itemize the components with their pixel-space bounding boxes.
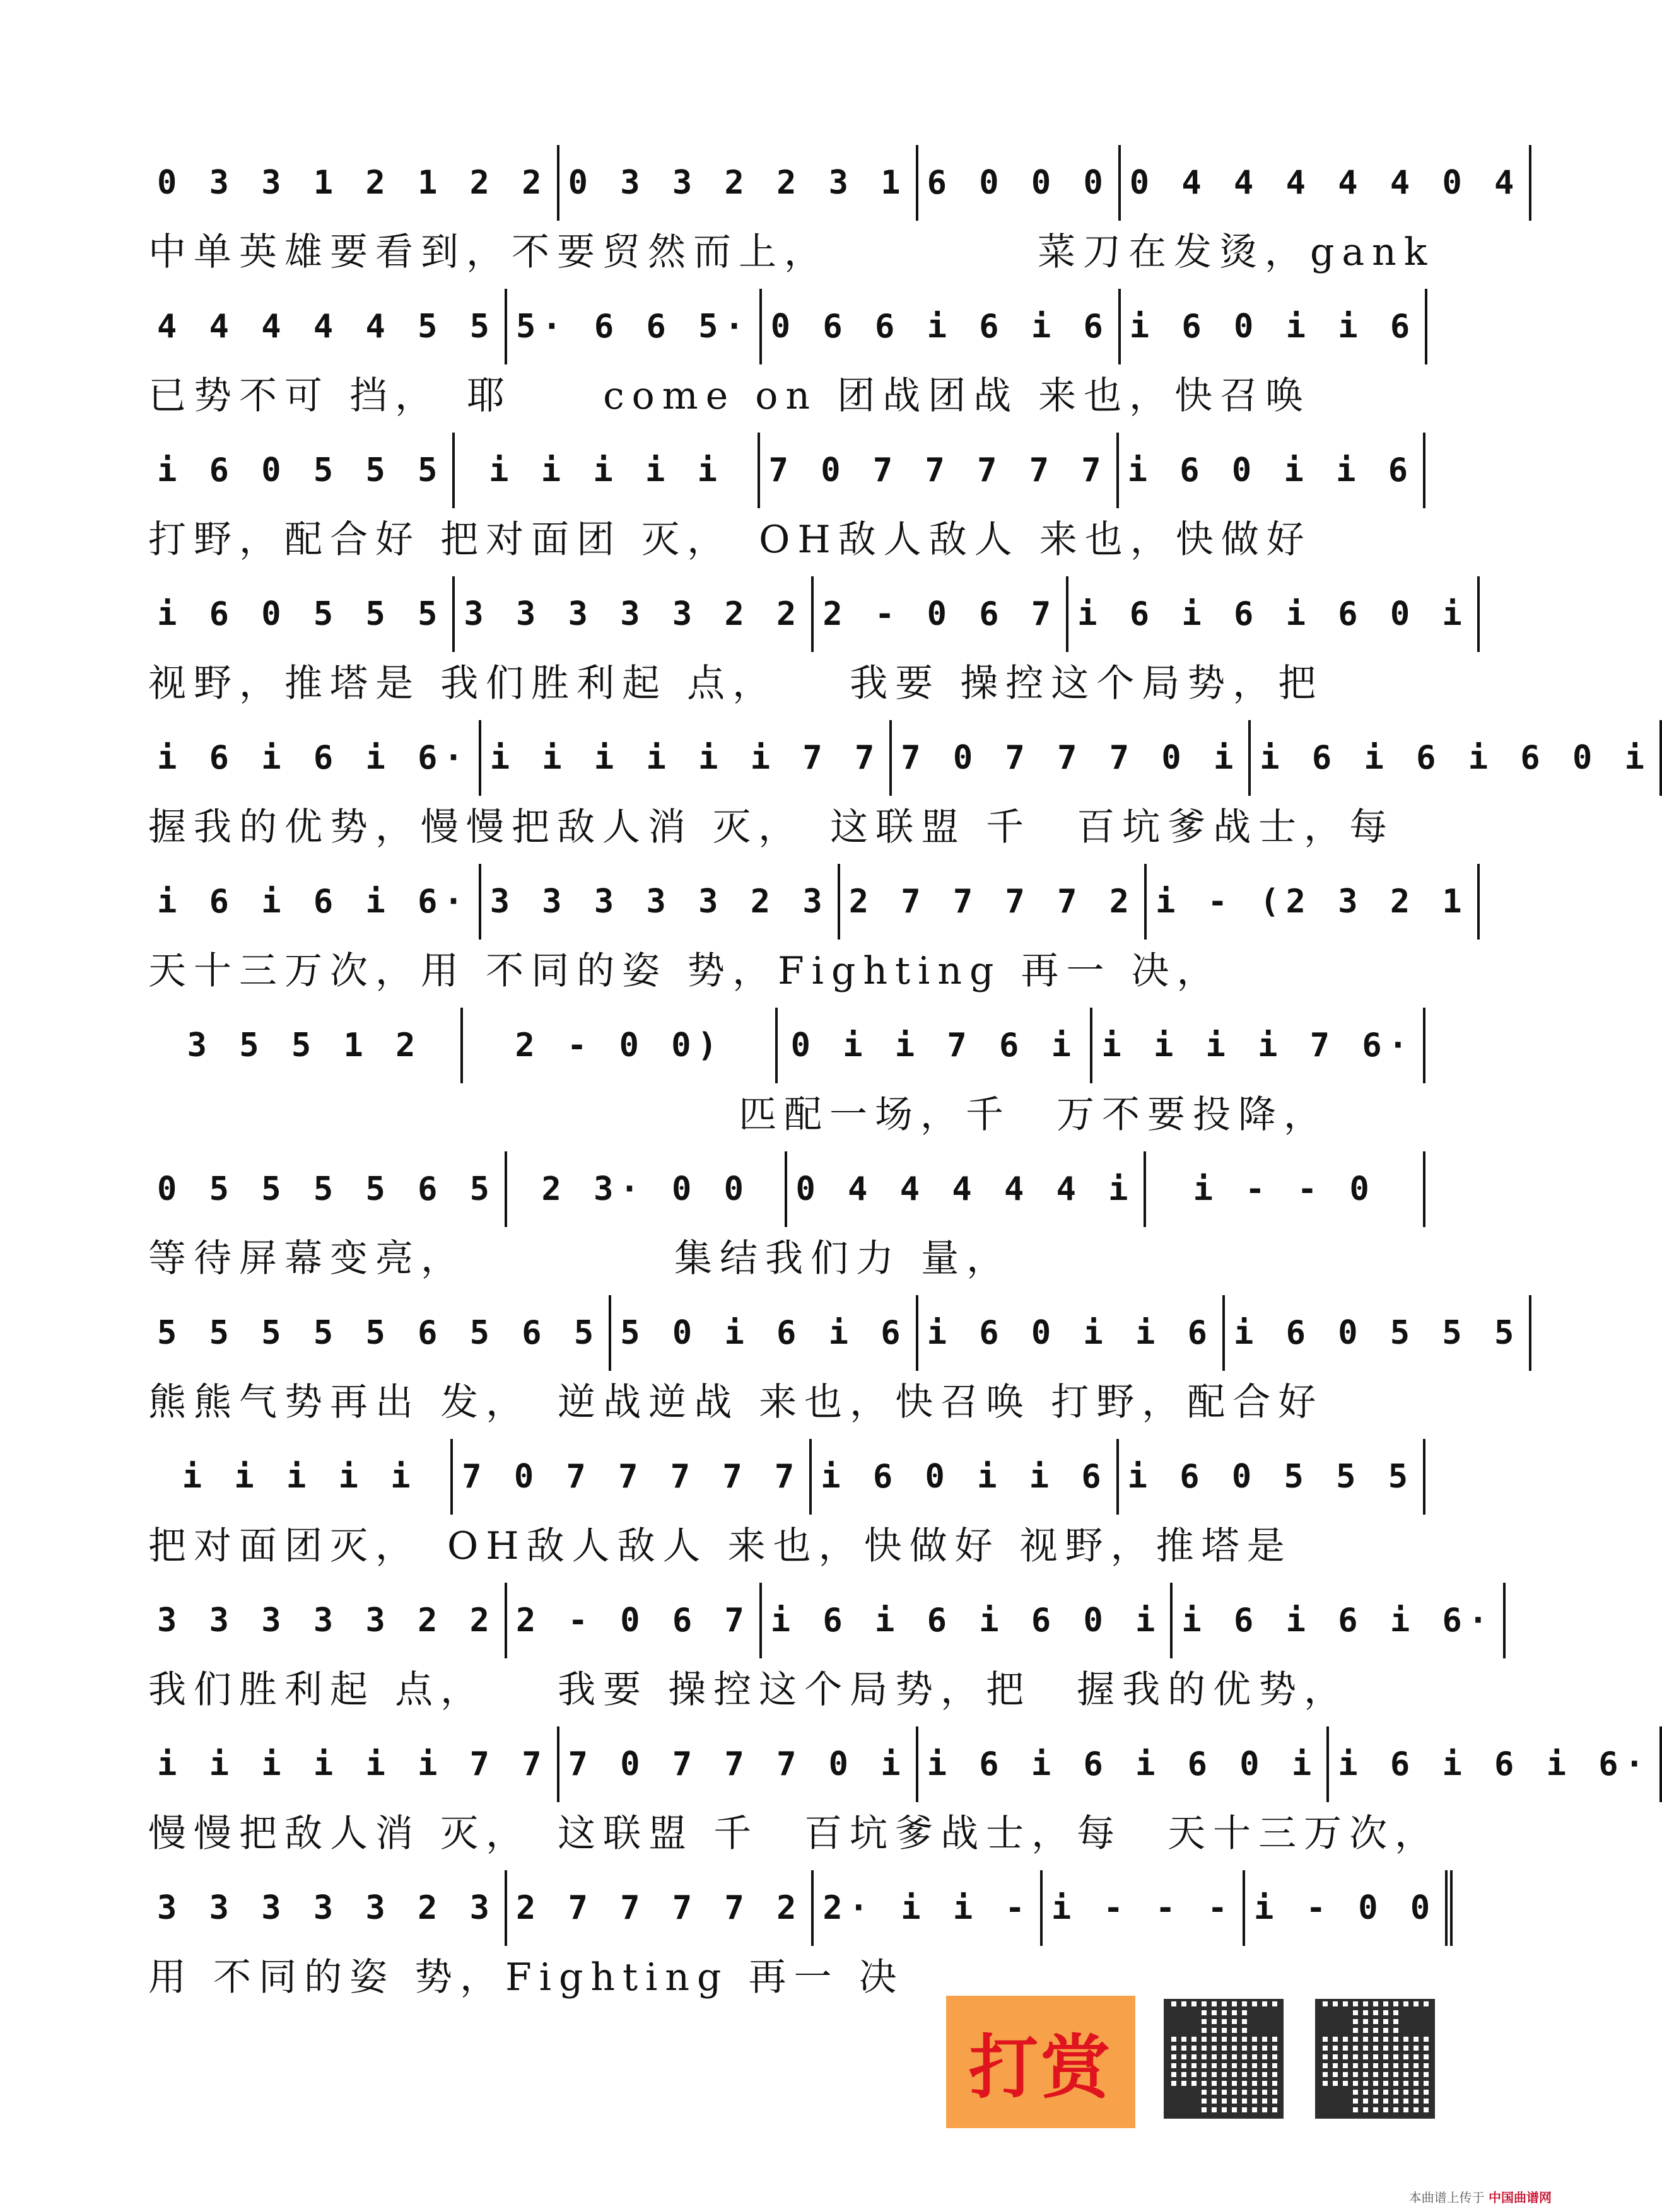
measure: i - 0 0 [1245, 1870, 1453, 1946]
notes-row [148, 1151, 1425, 1227]
measure: 5 5 5 5 5 6 5 6 5 [148, 1295, 611, 1371]
notes-row [148, 1583, 1495, 1658]
notes-row [148, 1295, 1521, 1371]
notes-row [148, 433, 1425, 508]
measure: i i i i i [455, 433, 759, 508]
notes-row [148, 864, 1468, 940]
measure: 3 3 3 3 3 2 2 [148, 1583, 507, 1658]
measure: 2 - 0 6 7 [507, 1583, 762, 1658]
measure: 0 3 3 1 2 1 2 2 [148, 145, 559, 221]
score-system [148, 576, 1468, 709]
score-system [148, 864, 1468, 996]
measure: i - (2 3 2 1 [1147, 864, 1480, 940]
measure: i 6 i 6 i 6 0 i [1251, 720, 1662, 796]
measure: i 6 0 5 5 5 [148, 433, 455, 508]
notes-row [148, 576, 1468, 652]
score-system [148, 1295, 1521, 1428]
measure: 0 5 5 5 5 6 5 [148, 1151, 507, 1227]
measure: 3 3 3 3 3 2 3 [148, 1870, 507, 1946]
lyrics-line: 我们胜利起 点， 我要 操控这个局势，把 握我的优势， [148, 1668, 1350, 1712]
notes-row [148, 1008, 1425, 1083]
measure: 0 3 3 2 2 3 1 [559, 145, 918, 221]
measure: i 6 0 i i 6 [1121, 289, 1427, 364]
lyrics-line: 用 不同的姿 势，Fighting 再一 决 [148, 1955, 904, 2000]
notes-row [148, 720, 1651, 796]
measure: 2 7 7 7 7 2 [840, 864, 1147, 940]
lyrics-line: 打野，配合好 把对面团 灭， OH敌人敌人 来也，快做好 [148, 518, 1312, 562]
lyrics-line: 慢慢把敌人消 灭， 这联盟 千 百坑爹战士，每 天十三万次， [148, 1812, 1441, 1856]
measure: i i i i i [148, 1439, 453, 1515]
measure: 7 0 7 7 7 7 7 [760, 433, 1119, 508]
upload-note-text: 本曲谱上传于 [1408, 2190, 1485, 2205]
measure: i 6 0 i i 6 [918, 1295, 1225, 1371]
measure: i 6 0 i i 6 [1119, 433, 1425, 508]
measure: i 6 i 6 i 6 0 i [1068, 576, 1480, 652]
measure: i 6 0 5 5 5 [1119, 1439, 1425, 1515]
measure: 2 7 7 7 7 2 [507, 1870, 814, 1946]
measure: i 6 0 5 5 5 [148, 576, 455, 652]
score-system [148, 289, 1425, 421]
measure: 4 4 4 4 4 5 5 [148, 289, 507, 364]
score-system [148, 1151, 1425, 1284]
measure: i 6 0 i i 6 [812, 1439, 1118, 1515]
measure: i 6 0 5 5 5 [1225, 1295, 1531, 1371]
lyrics-line: 天十三万次，用 不同的姿 势，Fighting 再一 决， [148, 949, 1222, 993]
measure: i - - - [1043, 1870, 1245, 1946]
measure: 0 4 4 4 4 4 i [787, 1151, 1146, 1227]
lyrics-line: 握我的优势，慢慢把敌人消 灭， 这联盟 千 百坑爹战士，每 [148, 805, 1395, 849]
measure: 7 0 7 7 7 0 i [559, 1726, 918, 1802]
qr-code-icon[interactable] [1315, 1999, 1435, 2119]
measure: 7 0 7 7 7 0 i [892, 720, 1251, 796]
measure: i - - 0 [1146, 1151, 1426, 1227]
notes-row [148, 145, 1521, 221]
footer [0, 1980, 1564, 2212]
measure: i 6 i 6 i 6 0 i [762, 1583, 1173, 1658]
score-system [148, 433, 1425, 565]
measure: 6 0 0 0 [918, 145, 1121, 221]
site-name: 中国曲谱网 [1489, 2190, 1552, 2205]
measure: 2 3· 0 0 [507, 1151, 787, 1227]
measure: i 6 i 6 i 6· [148, 720, 481, 796]
measure: 3 3 3 3 3 2 2 [455, 576, 814, 652]
upload-note [1409, 2187, 1552, 2206]
lyrics-line: 视野，推塔是 我们胜利起 点， 我要 操控这个局势，把 [148, 661, 1324, 706]
measure: 0 i i 7 6 i [778, 1008, 1092, 1083]
notes-row [148, 1870, 1437, 1946]
lyrics-line: 匹配一场，千 万不要投降， [148, 1093, 1329, 1137]
measure: i 6 i 6 i 6· [1173, 1583, 1506, 1658]
measure: i 6 i 6 i 6· [148, 864, 481, 940]
measure: 0 4 4 4 4 4 0 4 [1121, 145, 1532, 221]
measure: 2 - 0 0) [463, 1008, 778, 1083]
measure: 7 0 7 7 7 7 7 [453, 1439, 812, 1515]
measure: 2· i i - [814, 1870, 1042, 1946]
score-system [148, 1008, 1425, 1140]
lyrics-line: 把对面团灭， OH敌人敌人 来也，快做好 视野，推塔是 [148, 1524, 1292, 1568]
measure: i i i i i i 7 7 [481, 720, 892, 796]
lyrics-line: 熊熊气势再出 发， 逆战逆战 来也，快召唤 打野，配合好 [148, 1380, 1324, 1424]
score-system [148, 145, 1521, 277]
lyrics-line: 中单英雄要看到，不要贸然而上， 菜刀在发烫，gank [148, 230, 1435, 274]
score-system [148, 1439, 1425, 1571]
measure: i i i i i i 7 7 [148, 1726, 559, 1802]
lyrics-line: 等待屏幕变亮， 集结我们力 量， [148, 1237, 1012, 1281]
measure: i 6 i 6 i 6· [1329, 1726, 1662, 1802]
notes-row [148, 1439, 1425, 1515]
measure: 0 6 6 i 6 i 6 [762, 289, 1121, 364]
score-system [148, 1726, 1651, 1859]
measure: i i i i 7 6· [1092, 1008, 1425, 1083]
measure: i 6 i 6 i 6 0 i [918, 1726, 1330, 1802]
notes-row [148, 1726, 1651, 1802]
reward-button[interactable]: 打赏 [946, 1996, 1135, 2128]
measure: 3 3 3 3 3 2 3 [481, 864, 840, 940]
measure: 2 - 0 6 7 [814, 576, 1068, 652]
measure: 5 0 i 6 i 6 [611, 1295, 918, 1371]
notes-row [148, 289, 1425, 364]
measure: 5· 6 6 5· [507, 289, 762, 364]
lyrics-line: 已势不可 挡， 耶 come on 团战团战 来也，快召唤 [148, 374, 1311, 418]
measure: 3 5 5 1 2 [148, 1008, 463, 1083]
qr-code-icon[interactable] [1164, 1999, 1284, 2119]
score-system [148, 720, 1651, 853]
score-system [148, 1583, 1495, 1715]
